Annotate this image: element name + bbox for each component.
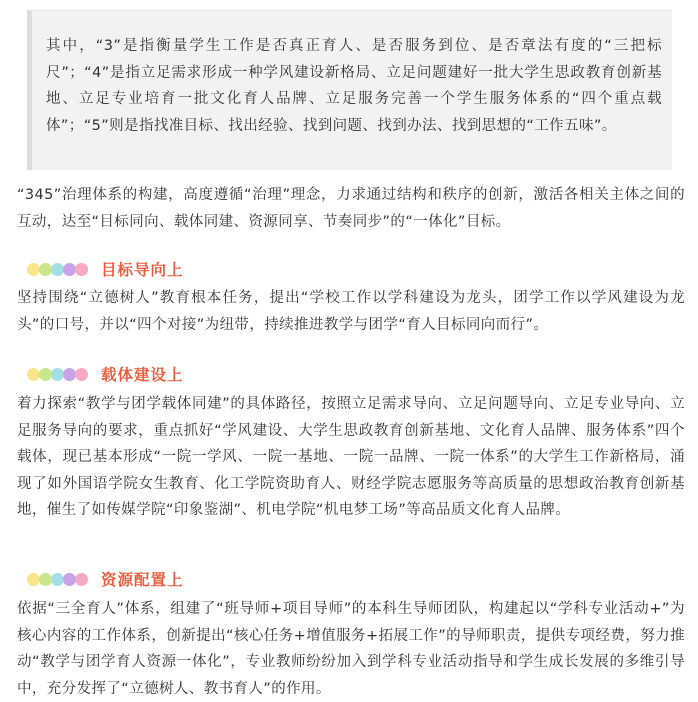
dot-icon xyxy=(75,368,88,381)
intro-quote-text: 其中，“3”是指衡量学生工作是否真正育人、是否服务到位、是否章法有度的“三把标尺”；“4”是指立足需求形成一种学风建设新格局、立足问题建好一批大学生思政教育创新基地、立足专业培育一批文化育人品牌、立足服务完善一个学生服务体系的“四个重点载体”；“5”则是指找准目标、找出经验、找到问题、找到办法、找到思想的“工作五味”。 xyxy=(46,38,662,134)
section-heading-goal xyxy=(27,258,184,280)
dot-icon xyxy=(75,573,88,586)
decorative-dots xyxy=(27,263,87,276)
overview-paragraph: “345”治理体系的构建，高度遵循“治理”理念，力求通过结构和秩序的创新，激活各相关主体之间的互动，达至“目标同向、载体同建、资源同享、节奏同步”的“一体化”目标。 xyxy=(17,187,685,230)
section-title: 资源配置上 xyxy=(101,571,184,589)
decorative-dots xyxy=(27,368,87,381)
decorative-dots xyxy=(27,573,87,586)
dot-icon xyxy=(75,263,88,276)
section-heading-carrier xyxy=(27,363,184,385)
section-title: 目标导向上 xyxy=(101,261,184,279)
section-body-goal: 坚持围绕“立德树人”教育根本任务，提出“学校工作以学科建设为龙头，团学工作以学风建设为龙头”的口号，并以“四个对接”为纽带，持续推进教学与团学“育人目标同向而行”。 xyxy=(17,290,685,333)
intro-quote-box xyxy=(27,10,672,170)
section-body-resource: 依据“三全育人”体系，组建了“班导师+项目导师”的本科生导师团队，构建起以“学科专业活动+”为核心内容的工作体系，创新提出“核心任务+增值服务+拓展工作”的导师职责，提供专项经费，努力推动“教学与团学育人资源一体化”，专业教师纷纷加入到学科专业活动指导和学生成长发展的多维引导中，充分发挥了“立德树人、教书育人”的作用。 xyxy=(17,601,685,697)
section-heading-resource xyxy=(27,568,184,590)
section-body-carrier: 着力探索“教学与团学载体同建”的具体路径，按照立足需求导向、立足问题导向、立足专业导向、立足服务导向的要求，重点抓好“学风建设、大学生思政教育创新基地、文化育人品牌、服务体系”四个载体，现已基本形成“一院一学风、一院一基地、一院一品牌、一院一体系”的大学生工作新格局，涌现了如外国语学院女生教育、化工学院资助育人、财经学院志愿服务等高质量的思想政治教育创新基地，催生了如传媒学院“印象鉴湖”、机电学院“机电梦工场”等高品质文化育人品牌。 xyxy=(17,396,685,518)
section-title: 载体建设上 xyxy=(101,366,184,384)
